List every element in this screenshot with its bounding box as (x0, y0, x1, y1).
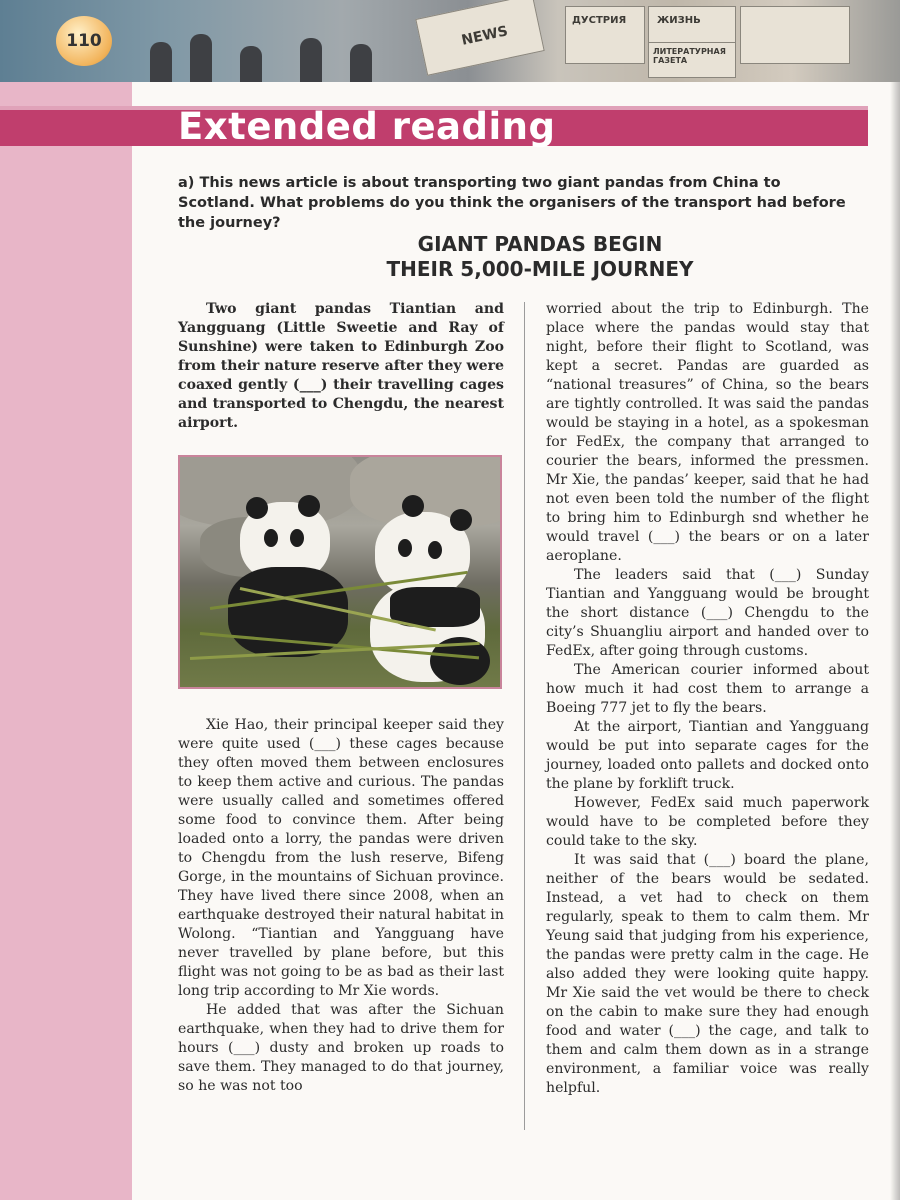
panda-ear (246, 497, 268, 519)
newspaper-image: ЛИТЕРАТУРНАЯ ГАЗЕТА (648, 42, 736, 78)
article-paragraph: worried about the trip to Edinburgh. The place where the pandas would stay that night, before their flight to Scotland, was kept a secret. Pandas are guarded as “national treasures” of China, so the bears are tightly controlled. It was said the pandas would be staying in a hotel, as a spokesman for FedEx, the company that arranged to courier the bears, informed the pressmen. Mr Xie, the pandas’ keeper, said that he had not even been told the number of the flight to bring him to Edinburgh snd whether he would travel (___) the bears or on a later aeroplane. (546, 301, 869, 564)
panda-eye-patch (290, 529, 304, 547)
headline-line: THEIR 5,000-MILE JOURNEY (386, 257, 694, 281)
article-paragraph: The leaders said that (___) Sunday Tiantian and Yangguang would be brought the short distance (___) Chengdu to the city’s Shuangliu airport and handed over to FedEx, after going through customs. (546, 567, 869, 659)
banner-person (350, 44, 372, 82)
right-column-text (546, 300, 869, 1098)
left-column-text (178, 716, 504, 1096)
panda-eye-patch (264, 529, 278, 547)
section-title: Extended reading (178, 105, 556, 148)
lead-paragraph-block (178, 300, 504, 433)
banner-person (240, 46, 262, 82)
newspaper-image (740, 6, 850, 64)
column-divider (524, 302, 525, 1130)
article-paragraph: Xie Hao, their principal keeper said they were quite used (___) these cages because they often moved them between enclosures to keep them active and curious. The pandas were usually called and sometimes offered some food to convince them. After being loaded onto a lorry, the pandas were driven to Chengdu from the lush reserve, Bifeng Gorge, in the mountains of Sichuan province. They have lived there since 2008, when an earthquake destroyed their natural habitat in Wolong. “Tiantian and Yangguang have never travelled by plane before, but this flight was not going to be as bad as their last long trip according to Mr Xie words. (178, 717, 504, 999)
pandas-photo (178, 455, 502, 689)
photo-banner (0, 0, 900, 82)
banner-person (300, 38, 322, 82)
task-instructions: a) This news article is about transporting two giant pandas from China to Scotland. What problems do you think the organisers of the transport had before the journey? (178, 175, 846, 231)
panda-ear (402, 495, 424, 517)
page-number: 110 (66, 31, 102, 51)
article-paragraph: At the airport, Tiantian and Yangguang would be put into separate cages for the journey, loaded onto pallets and docked onto the plane by forklift truck. (546, 719, 869, 792)
article-paragraph: It was said that (___) board the plane, neither of the bears would be sedated. Instead, a vet had to check on them regularly, speak to them to calm them. Mr Yeung said that judging from his experience, the pandas were pretty calm in the cage. He also added they were looking quite happy. Mr Xie said the vet would be there to check on the cabin to make sure they had enough food and water (___) the cage, and talk to them and calm them down as in a strange environment, a familiar voice was really helpful. (546, 852, 869, 1096)
lead-paragraph: Two giant pandas Tiantian and Yangguang (Little Sweetie and Ray of Sunshine) were taken to Edinburgh Zoo from their nature reserve after they were coaxed gently (___) their travelling cages and transported to Chengdu, the nearest airport. (178, 301, 504, 431)
left-margin (0, 82, 132, 1200)
article-paragraph: He added that was after the Sichuan earthquake, when they had to drive them for hours (___) dusty and broken up roads to save them. They managed to do that journey, so he was not too (178, 1002, 504, 1094)
panda-eye-patch (398, 539, 412, 557)
banner-person (150, 42, 172, 82)
article-headline (160, 232, 900, 282)
panda-ear (298, 495, 320, 517)
article-paragraph: The American courier informed about how much it had cost them to arrange a Boeing 777 jet to fly the bears. (546, 662, 869, 716)
banner-person (190, 34, 212, 82)
newspaper-image: ЖИЗНЬ (648, 6, 736, 64)
newspaper-image: NEWS (415, 0, 544, 76)
panda-eye-patch (428, 541, 442, 559)
newspaper-image: ДУСТРИЯ (565, 6, 645, 64)
headline-line: GIANT PANDAS BEGIN (417, 232, 663, 256)
article-paragraph: However, FedEx said much paperwork would have to be completed before they could take to the sky. (546, 795, 869, 849)
panda-ear (450, 509, 472, 531)
page-number-badge (56, 16, 112, 66)
